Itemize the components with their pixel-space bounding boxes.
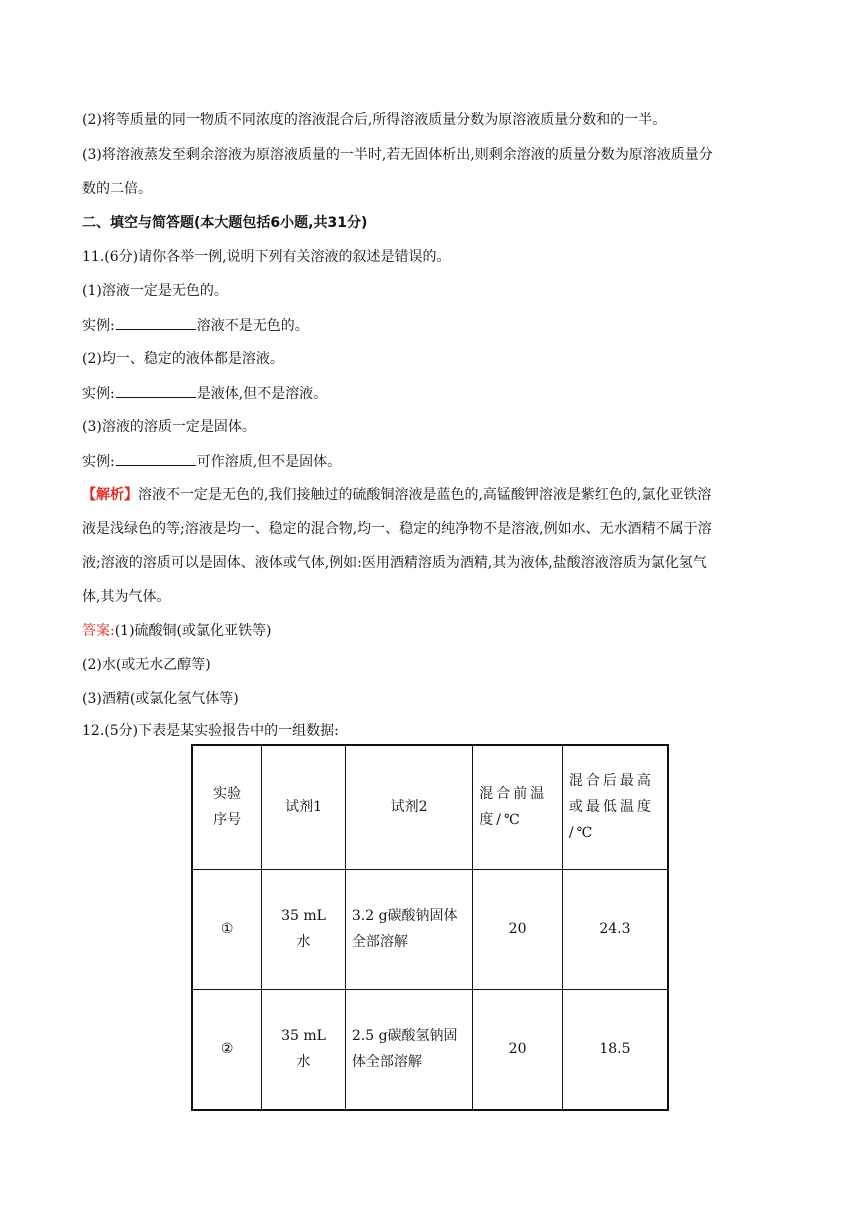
header-text: 混合前温 度/℃ (479, 786, 548, 829)
analysis-line-3: 液;溶液的溶质可以是固体、液体或气体,例如:医用酒精溶质为酒精,其为液体,盐酸溶液溶质为氯化氢气 (82, 555, 707, 571)
cell-text: 35 mL 水 (281, 1028, 326, 1071)
header-cell-temp-after (562, 745, 668, 869)
example-1-prefix: 实例: (82, 318, 115, 334)
paragraph-3-line-2: 数的二倍。 (82, 181, 152, 197)
table-cell (562, 869, 668, 989)
answer-line-1 (82, 621, 271, 641)
cell-text: 18.5 (599, 1041, 631, 1058)
analysis-line-4: 体,其为气体。 (82, 589, 171, 605)
question-11-part-2: (2)均一、稳定的液体都是溶液。 (82, 351, 284, 367)
header-cell-temp-before (473, 745, 563, 869)
answer-line-2: (2)水(或无水乙醇等) (82, 657, 211, 673)
table-cell (473, 989, 563, 1110)
answer-text-1: (1)硫酸铜(或氯化亚铁等) (114, 623, 272, 639)
analysis-text-1: 溶液不一定是无色的,我们接触过的硫酸铜溶液是蓝色的,高锰酸钾溶液是紫红色的,氯化亚铁溶 (138, 487, 712, 503)
example-3-prefix: 实例: (82, 454, 115, 470)
header-cell-reagent-1 (262, 745, 346, 869)
header-text: 试剂2 (390, 799, 428, 816)
header-text: 实验 序号 (213, 786, 242, 829)
example-1 (82, 315, 309, 336)
table-cell (473, 869, 563, 989)
cell-text: ① (220, 921, 234, 937)
question-12: 12.(5分)下表是某实验报告中的一组数据: (82, 723, 339, 739)
cell-text: 3.2 g碳酸钠固体 全部溶解 (351, 908, 458, 950)
cell-text: ② (220, 1041, 234, 1058)
header-cell-reagent-2 (345, 745, 472, 869)
analysis-line-2: 液是浅绿色的等;溶液是均一、稳定的混合物,均一、稳定的纯净物不是溶液,例如水、无水酒精不属于溶 (82, 521, 712, 537)
question-11-part-1: (1)溶液一定是无色的。 (82, 283, 228, 299)
example-3-suffix: 可作溶质,但不是固体。 (196, 454, 342, 470)
question-11-part-3: (3)溶液的溶质一定是固体。 (82, 419, 256, 435)
table-cell (345, 869, 472, 989)
answer-blank-3 (116, 451, 196, 466)
answer-blank-2 (116, 383, 196, 398)
header-text: 混合后最高 或最低温度 /℃ (568, 773, 654, 842)
cell-text: 20 (508, 1041, 527, 1058)
table-cell (345, 989, 472, 1110)
example-2-prefix: 实例: (82, 386, 115, 402)
example-1-suffix: 溶液不是无色的。 (196, 318, 309, 334)
table-cell (262, 869, 346, 989)
table-cell (562, 989, 668, 1110)
header-text: 试剂1 (285, 799, 322, 816)
analysis-tag: 【解析】 (82, 487, 138, 503)
analysis-line-1 (82, 485, 711, 505)
cell-text: 20 (508, 921, 527, 937)
section-heading: 二、填空与简答题(本大题包括6小题,共31分) (82, 215, 368, 231)
table-header-row (192, 745, 668, 869)
answer-blank-1 (116, 315, 196, 330)
paragraph-3-line-1: (3)将溶液蒸发至剩余溶液为原溶液质量的一半时,若无固体析出,则剩余溶液的质量分数为原溶液质量分 (82, 147, 713, 163)
example-3 (82, 451, 341, 472)
table-cell (262, 989, 346, 1110)
example-2-suffix: 是液体,但不是溶液。 (196, 386, 328, 402)
table-cell (192, 989, 262, 1110)
question-11: 11.(6分)请你各举一例,说明下列有关溶液的叙述是错误的。 (82, 249, 451, 265)
table-row (192, 989, 668, 1110)
answer-line-3: (3)酒精(或氯化氢气体等) (82, 691, 239, 707)
cell-text: 35 mL 水 (281, 908, 326, 950)
header-cell-number (192, 745, 262, 869)
paragraph-2: (2)将等质量的同一物质不同浓度的溶液混合后,所得溶液质量分数为原溶液质量分数和的一半。 (82, 112, 667, 128)
table-row (192, 869, 668, 989)
table-cell (192, 869, 262, 989)
cell-text: 2.5 g碳酸氢钠固 体全部溶解 (351, 1028, 458, 1071)
example-2 (82, 383, 327, 404)
experiment-data-table (191, 744, 669, 1111)
cell-text: 24.3 (599, 921, 631, 937)
answer-tag: 答案: (82, 623, 115, 639)
